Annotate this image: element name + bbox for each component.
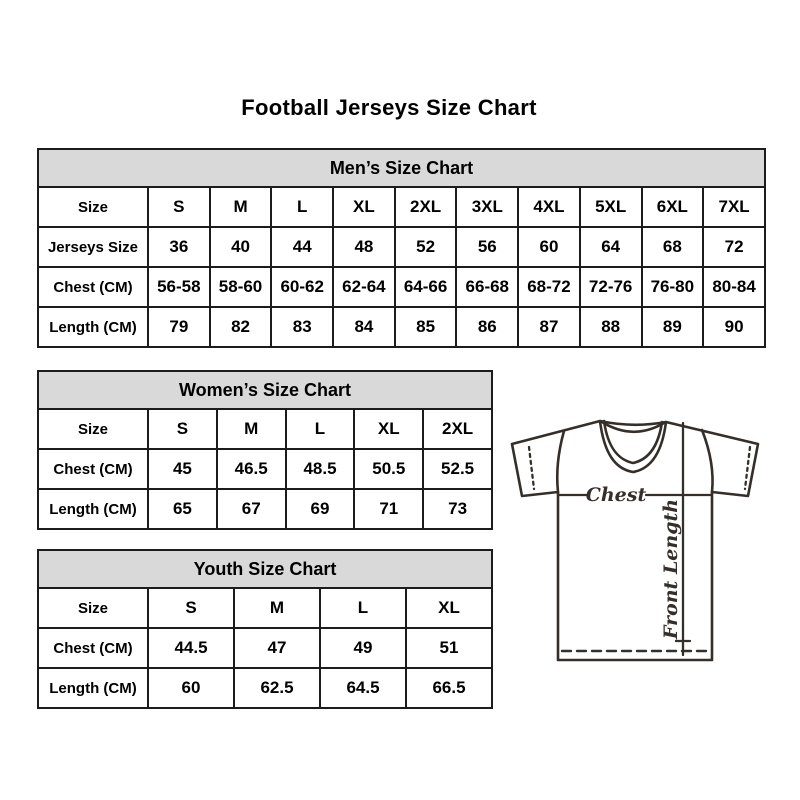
- row-label: Chest (CM): [38, 449, 148, 489]
- value-cell: 65: [148, 489, 217, 529]
- table-row: [38, 489, 492, 529]
- value-cell: L: [271, 187, 333, 227]
- row-label: Length (CM): [38, 307, 148, 347]
- row-label: Chest (CM): [38, 628, 148, 668]
- value-cell: 87: [518, 307, 580, 347]
- value-cell: 67: [217, 489, 286, 529]
- value-cell: 2XL: [395, 187, 457, 227]
- value-cell: M: [217, 409, 286, 449]
- row-label: Length (CM): [38, 489, 148, 529]
- value-cell: 71: [354, 489, 423, 529]
- value-cell: S: [148, 187, 210, 227]
- row-label: Jerseys Size: [38, 227, 148, 267]
- value-cell: 85: [395, 307, 457, 347]
- value-cell: 84: [333, 307, 395, 347]
- value-cell: 83: [271, 307, 333, 347]
- value-cell: M: [234, 588, 320, 628]
- table-row: [38, 187, 765, 227]
- value-cell: 64-66: [395, 267, 457, 307]
- value-cell: 66.5: [406, 668, 492, 708]
- value-cell: 56-58: [148, 267, 210, 307]
- value-cell: XL: [406, 588, 492, 628]
- table-title: Women’s Size Chart: [38, 371, 492, 409]
- value-cell: 90: [703, 307, 765, 347]
- value-cell: 44: [271, 227, 333, 267]
- table-title-row: [38, 550, 492, 588]
- womens-size-chart-table: [37, 370, 493, 530]
- value-cell: 73: [423, 489, 492, 529]
- table-row: [38, 668, 492, 708]
- value-cell: 60: [518, 227, 580, 267]
- value-cell: 52.5: [423, 449, 492, 489]
- value-cell: L: [286, 409, 355, 449]
- table-row: [38, 449, 492, 489]
- value-cell: 51: [406, 628, 492, 668]
- value-cell: 72-76: [580, 267, 642, 307]
- value-cell: 80-84: [703, 267, 765, 307]
- value-cell: 5XL: [580, 187, 642, 227]
- value-cell: 36: [148, 227, 210, 267]
- value-cell: 44.5: [148, 628, 234, 668]
- value-cell: 60-62: [271, 267, 333, 307]
- table-row: [38, 267, 765, 307]
- row-label: Length (CM): [38, 668, 148, 708]
- chest-measure-label: Chest: [585, 484, 647, 506]
- row-label: Chest (CM): [38, 267, 148, 307]
- youth-size-chart-table: [37, 549, 493, 709]
- row-label: Size: [38, 187, 148, 227]
- value-cell: 4XL: [518, 187, 580, 227]
- page-title: Football Jerseys Size Chart: [241, 95, 537, 120]
- table-row: [38, 628, 492, 668]
- value-cell: 76-80: [642, 267, 704, 307]
- value-cell: L: [320, 588, 406, 628]
- value-cell: 47: [234, 628, 320, 668]
- value-cell: 68-72: [518, 267, 580, 307]
- value-cell: 79: [148, 307, 210, 347]
- value-cell: 62-64: [333, 267, 395, 307]
- value-cell: S: [148, 409, 217, 449]
- value-cell: 88: [580, 307, 642, 347]
- value-cell: S: [148, 588, 234, 628]
- front-length-measure-label: Front Length: [660, 498, 682, 640]
- value-cell: 56: [456, 227, 518, 267]
- value-cell: 82: [210, 307, 272, 347]
- value-cell: 58-60: [210, 267, 272, 307]
- value-cell: 64: [580, 227, 642, 267]
- jersey-outline-shape: [512, 421, 758, 660]
- value-cell: 50.5: [354, 449, 423, 489]
- value-cell: 7XL: [703, 187, 765, 227]
- value-cell: 48.5: [286, 449, 355, 489]
- row-label: Size: [38, 409, 148, 449]
- value-cell: 72: [703, 227, 765, 267]
- table-row: [38, 588, 492, 628]
- value-cell: 89: [642, 307, 704, 347]
- value-cell: 2XL: [423, 409, 492, 449]
- value-cell: 6XL: [642, 187, 704, 227]
- table-row: [38, 307, 765, 347]
- table-row: [38, 409, 492, 449]
- value-cell: 52: [395, 227, 457, 267]
- value-cell: 3XL: [456, 187, 518, 227]
- value-cell: 68: [642, 227, 704, 267]
- row-label: Size: [38, 588, 148, 628]
- table-title: Youth Size Chart: [38, 550, 492, 588]
- table-title-row: [38, 149, 765, 187]
- table-row: [38, 227, 765, 267]
- value-cell: 66-68: [456, 267, 518, 307]
- value-cell: 40: [210, 227, 272, 267]
- value-cell: XL: [354, 409, 423, 449]
- value-cell: 64.5: [320, 668, 406, 708]
- value-cell: 62.5: [234, 668, 320, 708]
- value-cell: 86: [456, 307, 518, 347]
- table-title-row: [38, 371, 492, 409]
- value-cell: 45: [148, 449, 217, 489]
- value-cell: 60: [148, 668, 234, 708]
- table-title: Men’s Size Chart: [38, 149, 765, 187]
- value-cell: XL: [333, 187, 395, 227]
- jersey-measurement-diagram: [500, 411, 772, 669]
- value-cell: 48: [333, 227, 395, 267]
- value-cell: 69: [286, 489, 355, 529]
- value-cell: M: [210, 187, 272, 227]
- value-cell: 46.5: [217, 449, 286, 489]
- mens-size-chart-table: [37, 148, 766, 348]
- value-cell: 49: [320, 628, 406, 668]
